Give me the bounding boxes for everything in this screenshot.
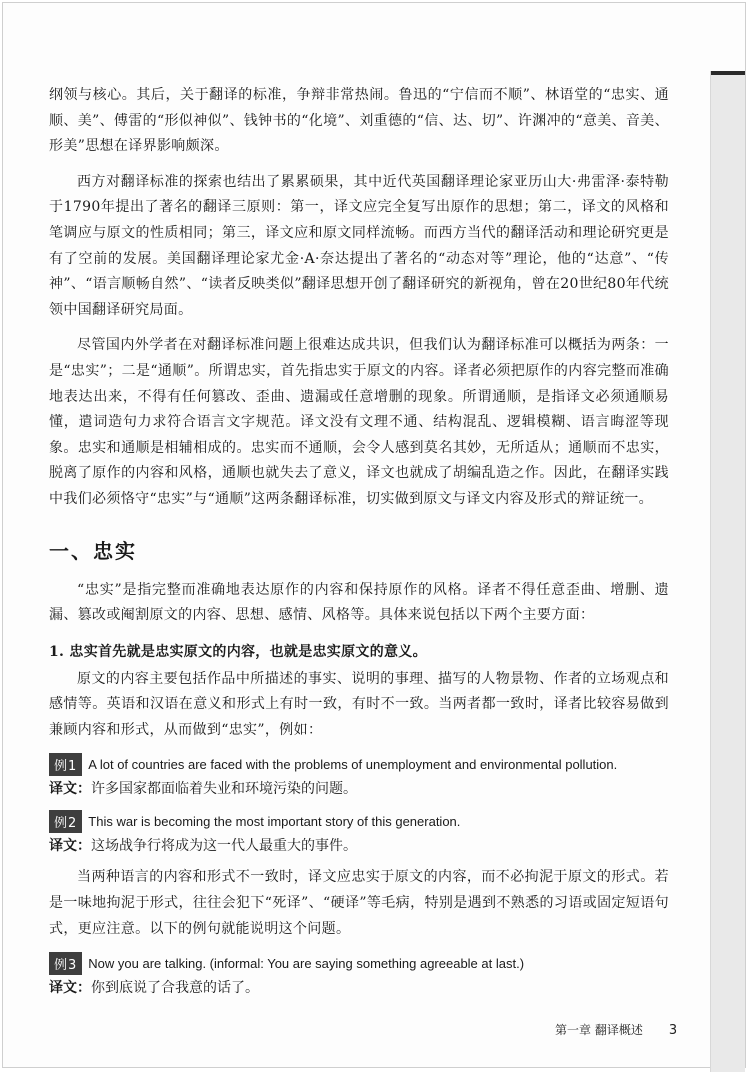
translation-text: 这场战争行将成为这一代人最重大的事件。 [91, 838, 357, 855]
example-2 [49, 810, 669, 833]
example-source: A lot of countries are faced with the problems of unemployment and environmental pollution. [88, 757, 618, 773]
example-tag: 例2 [49, 810, 82, 833]
translation-text: 许多国家都面临着失业和环境污染的问题。 [91, 781, 357, 798]
paragraph-2: 西方对翻译标准的探索也结出了累累硕果，其中近代英国翻译理论家亚历山大·弗雷泽·泰特勒于1790年提出了著名的翻译三原则：第一，译文应完全复写出原作的思想；第二，译文的风格和笔调应与原文的性质相同；第三，译文应和原文同样流畅。而西方当代的翻译活动和理论研究更是有了空前的发展。美国翻译理论家尤金·A·奈达提出了著名的“动态对等”理论，他的“达意”、“传神”、“语言顺畅自然”、“读者反映类似”翻译思想开创了翻译研究的新视角，曾在20世纪80年代统领中国翻译研究局面。 [49, 173, 669, 318]
example-3 [49, 952, 669, 975]
paragraph-3: 尽管国内外学者在对翻译标准问题上很难达成共识，但我们认为翻译标准可以概括为两条：一是“忠实”；二是“通顺”。所谓忠实，首先指忠实于原文的内容。译者必须把原作的内容完整而准确地表达出来，不得有任何篡改、歪曲、遗漏或任意增删的现象。所谓通顺，是指译文必须通顺易懂，遣词造句力求符合语言文字规范。译文没有文理不通、结构混乱、逻辑模糊、语言晦涩等现象。忠实和通顺是相辅相成的。忠实而不通顺，会令人感到莫名其妙，无所适从；通顺而不忠实，脱离了原作的内容和风格，通顺也就失去了意义，译文也就成了胡编乱造之作。因此，在翻译实践中我们必须恪守“忠实”与“通顺”这两条翻译标准，切实做到原文与译文内容及形式的辩证统一。 [49, 337, 669, 507]
paragraph-5: 原文的内容主要包括作品中所描述的事实、说明的事理、描写的人物景物、作者的立场观点和感情等。英语和汉语在意义和形式上有时一致，有时不一致。当两者都一致时，译者比较容易做到兼顾内容和形式，从而做到“忠实”，例如： [49, 670, 669, 738]
translation-label: 译文： [49, 838, 91, 855]
translation-label: 译文： [49, 980, 91, 997]
translation-text: 你到底说了合我意的话了。 [91, 980, 259, 997]
page-number: 3 [668, 1023, 678, 1038]
page-content [49, 83, 669, 1007]
page-edge-tab [710, 71, 745, 1072]
example-1 [49, 753, 669, 776]
paragraph-4: “忠实”是指完整而准确地表达原作的内容和保持原作的风格。译者不得任意歪曲、增删、遗漏、篡改或阉割原文的内容、思想、感情、风格等。具体来说包括以下两个主要方面： [49, 581, 669, 624]
example-translation [49, 977, 669, 999]
subheading: 1. 忠实首先就是忠实原文的内容，也就是忠实原文的意义。 [49, 643, 427, 660]
example-tag: 例3 [49, 952, 82, 975]
paragraph-6: 当两种语言的内容和形式不一致时，译文应忠实于原文的内容，而不必拘泥于原文的形式。若是一味地拘泥于形式，往往会犯下“死译”、“硬译”等毛病，特别是遇到不熟悉的习语或固定短语句式，更应注意。以下的例句就能说明这个问题。 [49, 869, 669, 937]
example-tag: 例1 [49, 753, 82, 776]
section-heading: 一、忠实 [49, 538, 137, 563]
translation-label: 译文： [49, 781, 91, 798]
paragraph-1: 纲领与核心。其后，关于翻译的标准，争辩非常热闹。鲁迅的“宁信而不顺”、林语堂的“忠实、通顺、美”、傅雷的“形似神似”、钱钟书的“化境”、刘重德的“信、达、切”、许渊冲的“意美、音美、形美”思想在译界影响颇深。 [49, 87, 669, 155]
example-source: This war is becoming the most important story of this generation. [88, 814, 461, 830]
book-page [2, 2, 746, 1068]
page-footer [555, 1021, 677, 1038]
example-source: Now you are talking. (informal: You are saying something agreeable at last.) [88, 956, 525, 972]
chapter-title: 第一章 翻译概述 [555, 1023, 643, 1037]
example-translation [49, 778, 669, 800]
page-edge-tab-marker [711, 71, 745, 75]
example-translation [49, 835, 669, 857]
